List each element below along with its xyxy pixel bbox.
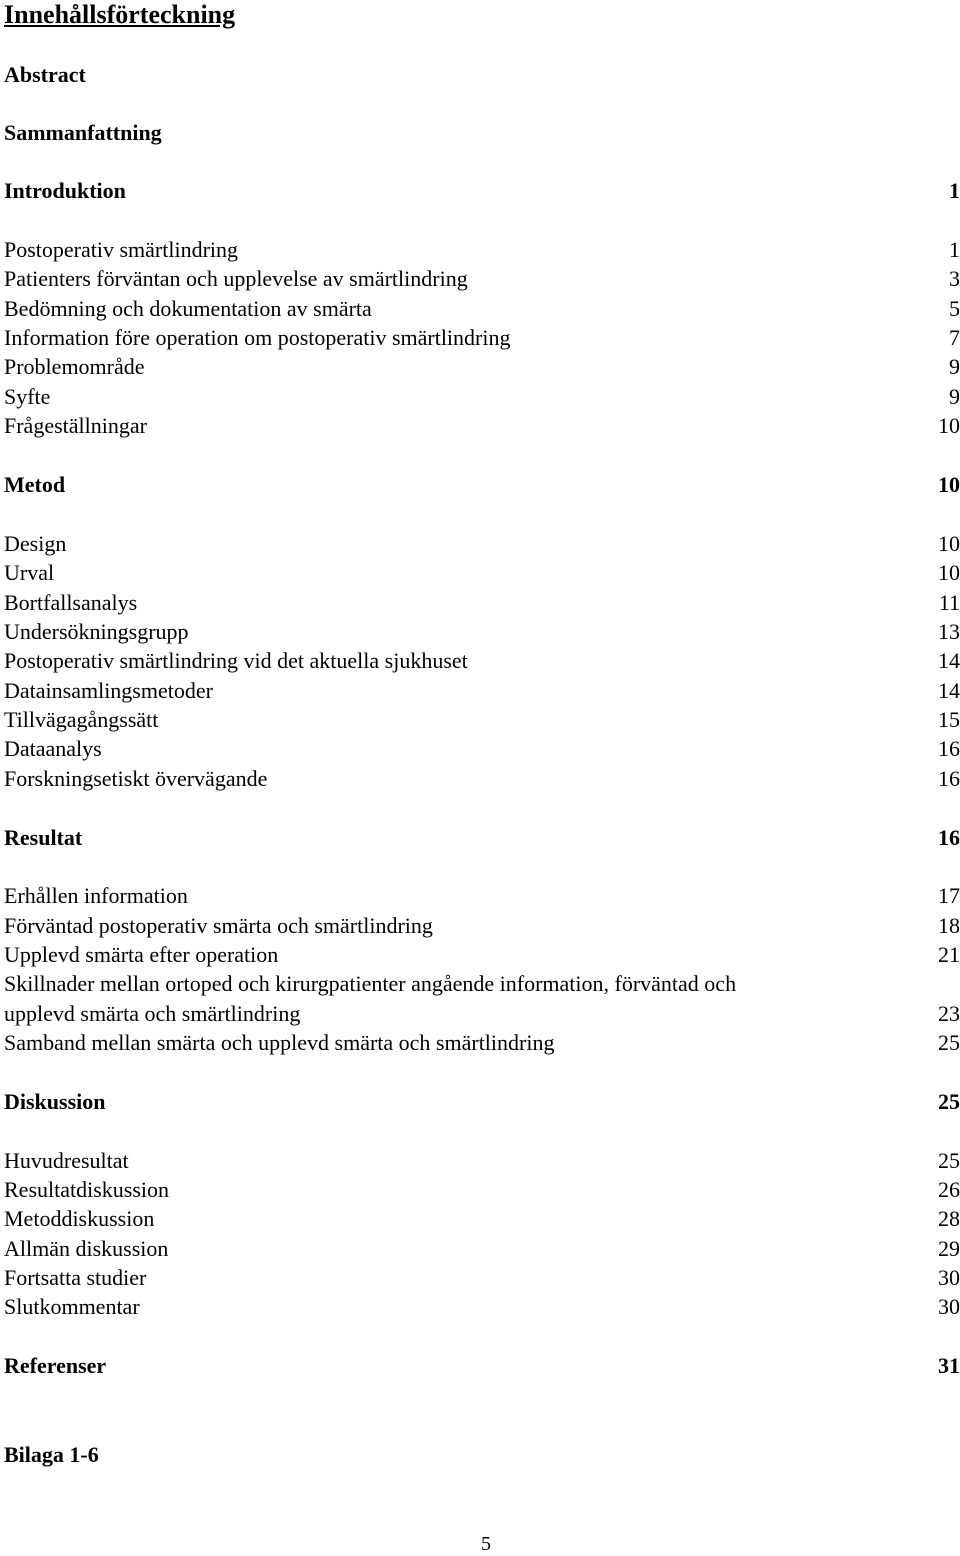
toc-entry-page: 9 [949,354,960,379]
toc-entry-label: Fortsatta studier [4,1265,147,1290]
toc-entry-page: 3 [949,266,960,291]
toc-entry [4,323,960,352]
toc-entry [4,176,960,205]
toc-entry-label: Skillnader mellan ortoped och kirurgpatienter angående information, förväntad och [4,971,737,996]
toc-entry-label: Metod [4,472,66,497]
toc-entry-label: Postoperativ smärtlindring [4,237,239,262]
toc-entry-label: Abstract [4,62,86,87]
toc-entry [4,60,960,89]
toc-entry-label: Bortfallsanalys [4,590,138,615]
toc-entry-page: 21 [938,942,960,967]
toc-entry-label: Förväntad postoperativ smärta och smärtlindring [4,913,433,938]
toc-entry-page: 7 [949,325,960,350]
toc-entry-label: Upplevd smärta efter operation [4,942,279,967]
toc-entry-page: 13 [938,619,960,644]
toc-entry-page: 18 [938,913,960,938]
toc-entry [4,382,960,411]
toc-entry-page: 30 [938,1294,960,1319]
toc-entry [4,1087,960,1116]
toc-entry-label: Bedömning och dokumentation av smärta [4,296,372,321]
toc-entry-label: Postoperativ smärtlindring vid det aktuella sjukhuset [4,648,468,673]
page-title: Innehållsförteckning [4,0,236,29]
toc-entry [4,969,960,998]
toc-entry-label: Slutkommentar [4,1294,140,1319]
toc-entry-label: Samband mellan smärta och upplevd smärta och smärtlindring [4,1030,555,1055]
toc-entry-page: 16 [938,825,960,850]
toc-entry-page: 25 [938,1089,960,1114]
toc-entry [4,734,960,763]
toc-entry [4,646,960,675]
toc-entry [4,294,960,323]
toc-entry [4,558,960,587]
footer-page-number: 5 [481,1533,491,1555]
toc-entry [4,1292,960,1321]
toc-entry [4,1175,960,1204]
toc-entry-label: Syfte [4,384,51,409]
toc-entry-page: 25 [938,1148,960,1173]
toc-entry [4,118,960,147]
toc-entry [4,235,960,264]
toc-entry [4,881,960,910]
toc-entry-label: Referenser [4,1353,107,1378]
toc-entry-label: Sammanfattning [4,120,162,145]
toc-entry [4,1440,960,1469]
toc-entry-page: 5 [949,296,960,321]
toc-entry [4,588,960,617]
toc-entry [4,999,960,1028]
toc-entry [4,352,960,381]
toc-entry-page: 10 [938,413,960,438]
toc-entry-page: 23 [938,1001,960,1026]
toc-entry-label: upplevd smärta och smärtlindring [4,1001,301,1026]
toc-entry-label: Urval [4,560,55,585]
toc-entry-page: 25 [938,1030,960,1055]
toc-entry [4,529,960,558]
toc-entry [4,264,960,293]
toc-entry [4,1146,960,1175]
toc-entry-label: Undersökningsgrupp [4,619,189,644]
toc-entry-label: Metoddiskussion [4,1206,155,1231]
toc-entry-page: 30 [938,1265,960,1290]
toc-entry-page: 15 [938,707,960,732]
toc-entry [4,705,960,734]
toc-entry-page: 16 [938,736,960,761]
toc-entry-label: Bilaga 1-6 [4,1442,99,1467]
toc-entry [4,940,960,969]
toc-entry-label: Problemområde [4,354,145,379]
toc-entry-page: 11 [938,590,960,615]
toc-entry-label: Forskningsetiskt övervägande [4,766,268,791]
toc-entry-page: 14 [938,678,960,703]
toc-entry-page: 29 [938,1236,960,1261]
toc-entry [4,823,960,852]
toc-entry [4,617,960,646]
toc-entry [4,411,960,440]
toc-entry-page: 1 [949,237,960,262]
toc-entry-page: 9 [949,384,960,409]
toc-entry-page: 16 [938,766,960,791]
toc-entry-page: 1 [949,178,960,203]
toc-entry-page: 28 [938,1206,960,1231]
toc-entry [4,1204,960,1233]
toc-entry [4,1028,960,1057]
toc-entry-page: 26 [938,1177,960,1202]
toc-entry-label: Patienters förväntan och upplevelse av smärtlindring [4,266,468,291]
toc-entry-page: 17 [938,883,960,908]
toc-entry [4,1234,960,1263]
toc-entry [4,911,960,940]
toc-entry-label: Allmän diskussion [4,1236,169,1261]
toc-entry-label: Introduktion [4,178,126,203]
toc-entry-label: Erhållen information [4,883,188,908]
toc-entry-label: Design [4,531,67,556]
toc-entry-page: 10 [938,472,960,497]
toc-entry [4,1351,960,1380]
toc-entry-label: Diskussion [4,1089,106,1114]
toc-entry-label: Datainsamlingsmetoder [4,678,213,703]
toc-entry-page: 14 [938,648,960,673]
toc-entry-page: 10 [938,560,960,585]
toc-entry-label: Resultatdiskussion [4,1177,170,1202]
toc-entry [4,764,960,793]
toc-entry-page: 10 [938,531,960,556]
toc-entry [4,470,960,499]
toc-entry-page: 31 [938,1353,960,1378]
toc-entry-label: Dataanalys [4,736,102,761]
toc-entry-label: Resultat [4,825,83,850]
toc-entry-label: Information före operation om postoperativ smärtlindring [4,325,511,350]
toc-entry [4,676,960,705]
toc-entry-label: Tillvägagångssätt [4,707,159,732]
toc-entry [4,1263,960,1292]
toc-entry-label: Huvudresultat [4,1148,129,1173]
toc-entry-label: Frågeställningar [4,413,147,438]
